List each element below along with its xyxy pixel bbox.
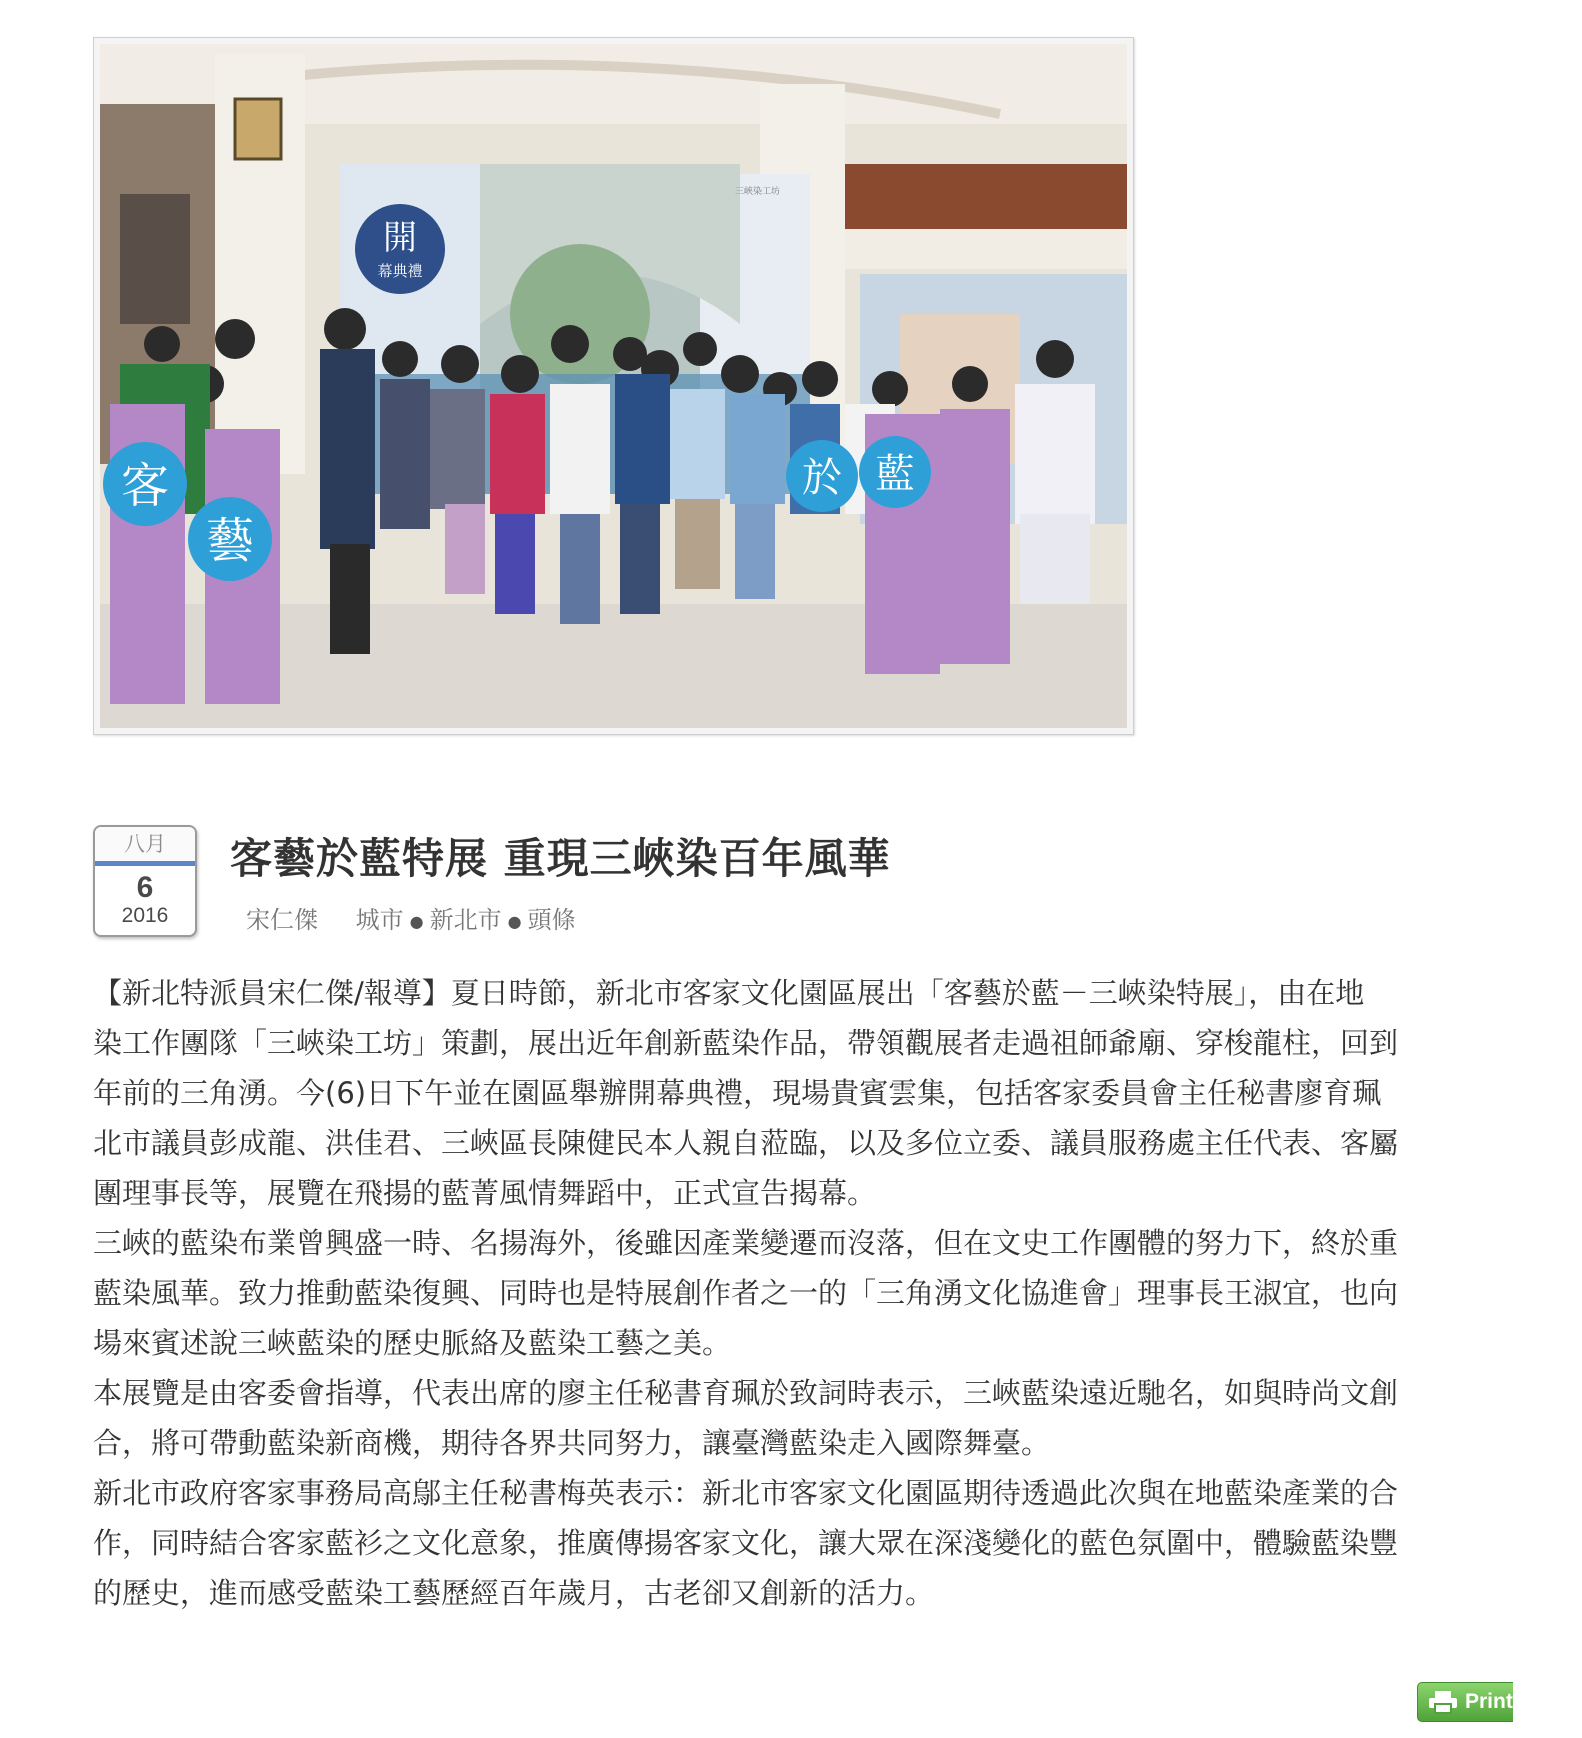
article-line: 新北市政府客家事務局高鄔主任秘書梅英表示：新北市客家文化園區期待透過此次與在地藍染產業的合 bbox=[93, 1476, 1399, 1510]
article-photo-frame bbox=[93, 37, 1134, 735]
article-line: 場來賓述說三峽藍染的歷史脈絡及藍染工藝之美。 bbox=[93, 1326, 732, 1360]
article-line: 藍染風華。致力推動藍染復興、同時也是特展創作者之一的「三角湧文化協進會」理事長王淑宜，也向 bbox=[93, 1276, 1399, 1310]
article-photo bbox=[100, 44, 1127, 728]
category-link-city[interactable]: 城市 bbox=[355, 906, 404, 934]
article-line: 團理事長等，展覽在飛揚的藍菁風情舞蹈中，正式宣告揭幕。 bbox=[93, 1176, 877, 1210]
date-day: 6 bbox=[136, 871, 154, 904]
article-line: 的歷史，進而感受藍染工藝歷經百年歲月，古老卻又創新的活力。 bbox=[93, 1576, 935, 1610]
placard-4: 藍 bbox=[875, 451, 915, 497]
article-title[interactable]: 客藝於藍特展 重現三峽染百年風華 bbox=[230, 834, 891, 883]
article-line: 作，同時結合客家藍衫之文化意象，推廣傳揚客家文化，讓大眾在深淺變化的藍色氛圍中，體驗藍染豐 bbox=[93, 1526, 1399, 1560]
article-line: 三峽的藍染布業曾興盛一時、名揚海外，後雖因產業變遷而沒落，但在文史工作團體的努力下，終於重 bbox=[93, 1226, 1399, 1260]
article-line: 合，將可帶動藍染新商機，期待各界共同努力，讓臺灣藍染走入國際舞臺。 bbox=[93, 1426, 1051, 1460]
category-link-headline[interactable]: 頭條 bbox=[527, 906, 576, 934]
sign-title: 開 bbox=[383, 218, 417, 258]
article-line: 北市議員彭成龍、洪佳君、三峽區長陳健民本人親自蒞臨，以及多位立委、議員服務處主任代表、客屬 bbox=[93, 1126, 1399, 1160]
print-button[interactable] bbox=[1417, 1682, 1513, 1722]
article-line: 本展覽是由客委會指導，代表出席的廖主任秘書育珮於致詞時表示，三峽藍染遠近馳名，如與時尚文創 bbox=[93, 1376, 1399, 1410]
separator-dot: ● bbox=[507, 911, 522, 931]
placard-1: 客 bbox=[120, 458, 170, 514]
category-link-new-taipei[interactable]: 新北市 bbox=[429, 906, 502, 934]
date-month: 八月 bbox=[95, 827, 195, 866]
article-line: 染工作團隊「三峽染工坊」策劃，展出近年創新藍染作品，帶領觀展者走過祖師爺廟、穿梭龍柱，回到 bbox=[93, 1026, 1399, 1060]
print-label: Print bbox=[1465, 1690, 1513, 1713]
print-button-wrapper bbox=[1417, 1682, 1513, 1722]
date-year: 2016 bbox=[121, 904, 169, 927]
opening-ceremony-photo bbox=[100, 44, 1127, 728]
placard-2: 藝 bbox=[205, 513, 255, 569]
sign-subtitle: 幕典禮 bbox=[377, 262, 423, 280]
sign-corner: 三峽染工坊 bbox=[734, 187, 780, 197]
article-body bbox=[93, 968, 1513, 1618]
separator-dot: ● bbox=[409, 911, 424, 931]
article-line: 年前的三角湧。今(6)日下午並在園區舉辦開幕典禮，現場貴賓雲集，包括客家委員會主任秘書廖育珮 bbox=[93, 1076, 1382, 1110]
placard-3: 於 bbox=[802, 455, 842, 501]
printer-icon bbox=[1428, 1690, 1458, 1714]
article-meta bbox=[246, 900, 576, 935]
article-line: 【新北特派員宋仁傑/報導】夏日時節，新北市客家文化園區展出「客藝於藍－三峽染特展」，由在地 bbox=[93, 976, 1365, 1010]
article-author[interactable]: 宋仁傑 bbox=[246, 906, 318, 934]
date-badge bbox=[93, 825, 197, 937]
